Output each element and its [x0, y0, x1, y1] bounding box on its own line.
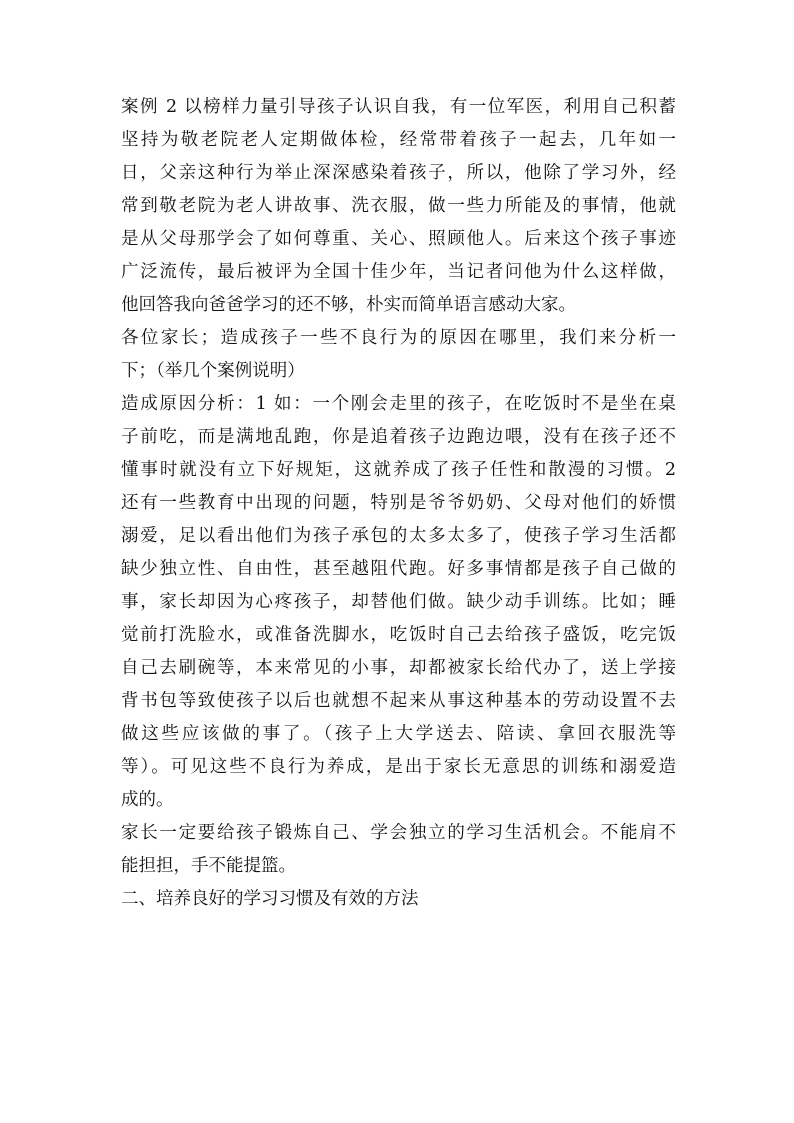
text-line: 还有一些教育中出现的问题，特别是爷爷奶奶、父母对他们的娇惯: [121, 493, 676, 513]
text-line: 日，父亲这种行为举止深深感染着孩子，所以，他除了学习外，经: [121, 163, 676, 183]
text-line: 坚持为敬老院老人定期做体检，经常带着孩子一起去，几年如一: [121, 130, 676, 150]
text-line: 下；（举几个案例说明）: [121, 361, 305, 381]
text-line: 广泛流传，最后被评为全国十佳少年，当记者问他为什么这样做，: [121, 262, 676, 282]
text-line: 案例 2 以榜样力量引导孩子认识自我，有一位军医，利用自己积蓄: [121, 97, 676, 117]
text-line: 成的。: [121, 790, 174, 810]
text-line: 子前吃，而是满地乱跑，你是追着孩子边跑边喂，没有在孩子还不: [121, 427, 676, 447]
text-line: 他回答我向爸爸学习的还不够，朴实而简单语言感动大家。: [121, 295, 576, 315]
text-line: 缺少独立性、自由性，甚至越阻代跑。好多事情都是孩子自己做的: [121, 559, 676, 579]
text-line: 各位家长；造成孩子一些不良行为的原因在哪里，我们来分析一: [121, 328, 676, 348]
text-line: 造成原因分析：1 如：一个刚会走里的孩子，在吃饭时不是坐在桌: [121, 394, 676, 414]
text-line: 事，家长却因为心疼孩子，却替他们做。缺少动手训练。比如；睡: [121, 592, 676, 612]
text-line: 觉前打洗脸水，或准备洗脚水，吃饭时自己去给孩子盛饭，吃完饭: [121, 625, 676, 645]
text-line: 家长一定要给孩子锻炼自己、学会独立的学习生活机会。不能肩不: [121, 823, 676, 843]
text-line: 做这些应该做的事了。（孩子上大学送去、陪读、拿回衣服洗等: [121, 724, 676, 744]
text-line: 懂事时就没有立下好规矩，这就养成了孩子任性和散漫的习惯。2: [121, 460, 676, 480]
text-line: 等）。可见这些不良行为养成，是出于家长无意思的训练和溺爱造: [121, 757, 676, 777]
text-line: 溺爱，足以看出他们为孩子承包的太多太多了，使孩子学习生活都: [121, 526, 676, 546]
text-line: 背书包等致使孩子以后也就想不起来从事这种基本的劳动设置不去: [121, 691, 676, 711]
text-line: 是从父母那学会了如何尊重、关心、照顾他人。后来这个孩子事迹: [121, 229, 676, 249]
section-heading: 二、培养良好的学习习惯及有效的方法: [121, 889, 419, 909]
text-line: 能担担，手不能提篮。: [121, 856, 296, 876]
text-line: 自己去刷碗等，本来常见的小事，却都被家长给代办了，送上学接: [121, 658, 676, 678]
text-line: 常到敬老院为老人讲故事、洗衣服，做一些力所能及的事情，他就: [121, 196, 676, 216]
